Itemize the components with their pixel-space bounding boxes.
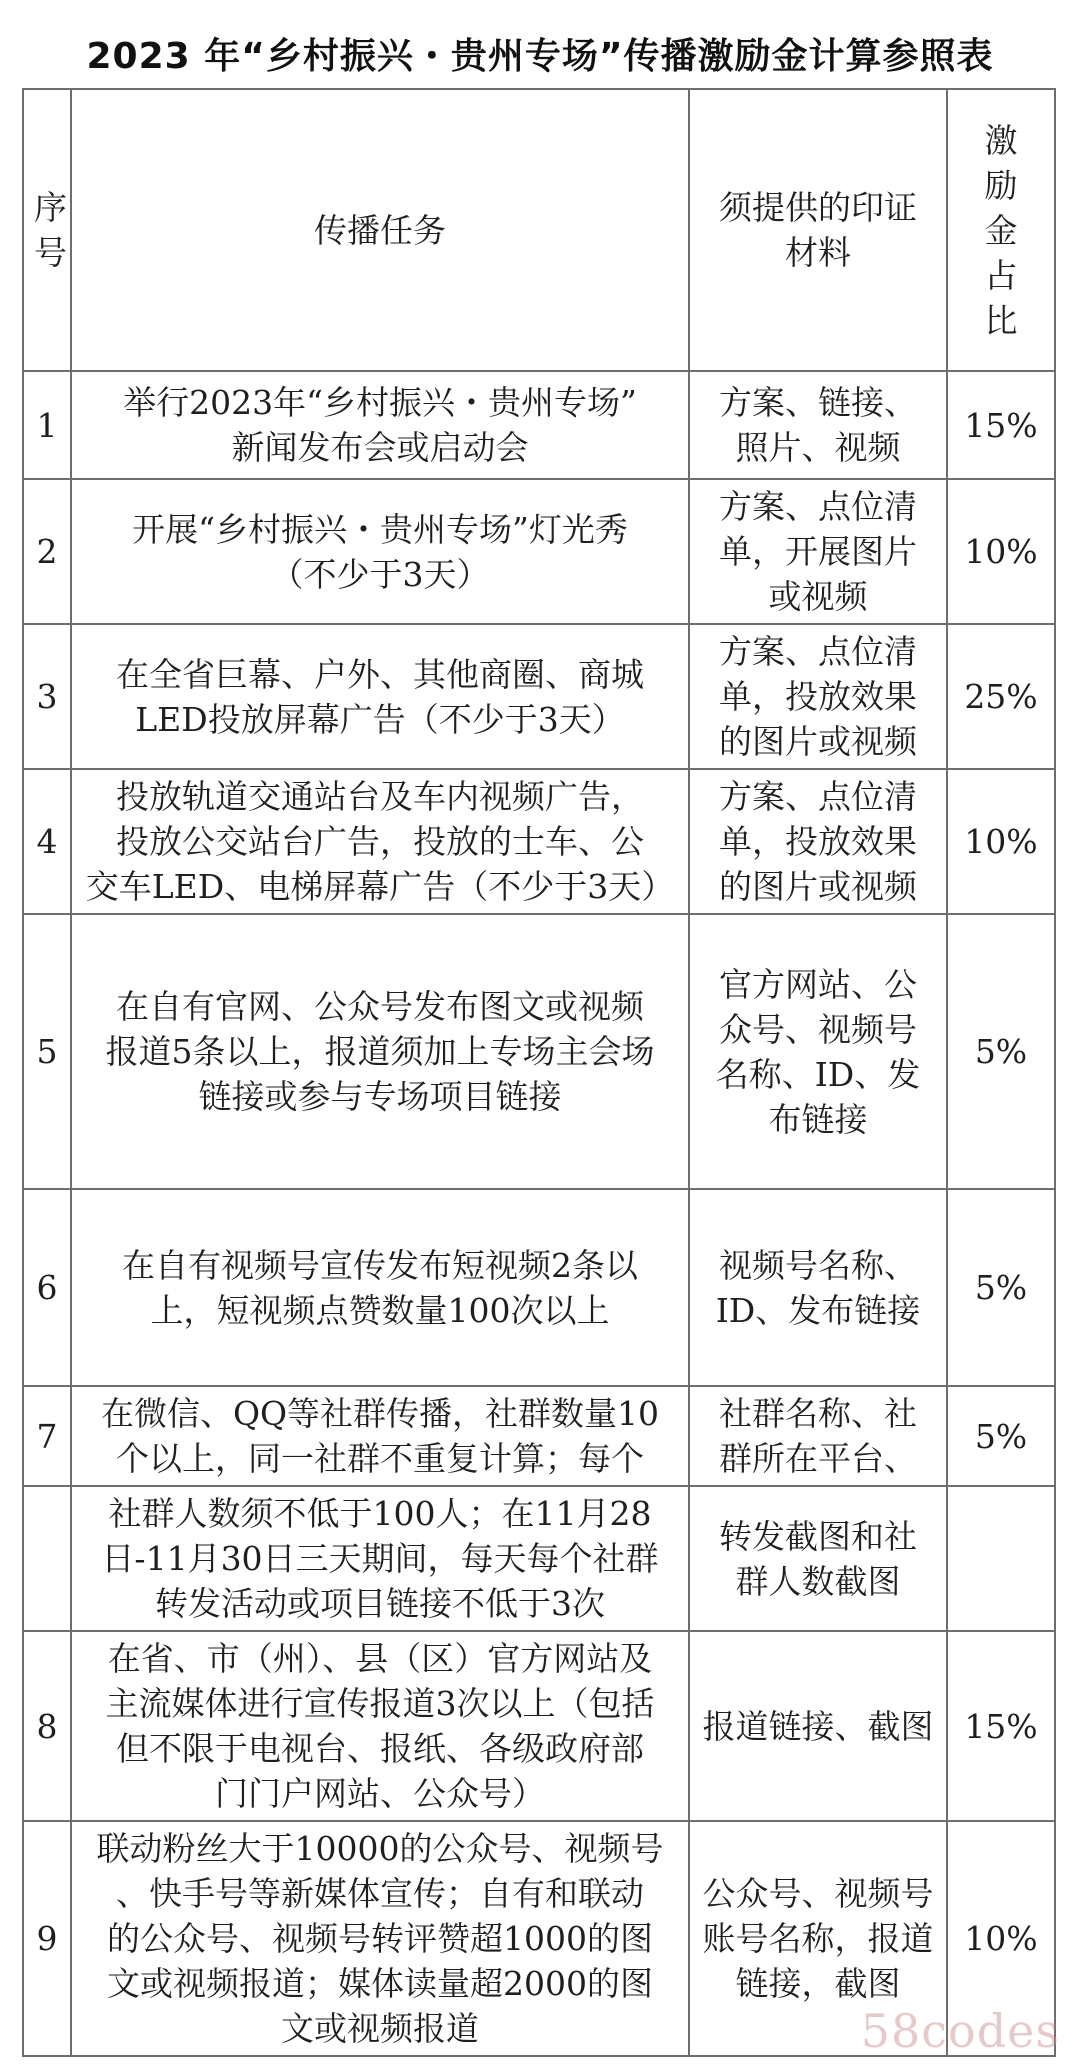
row-task xyxy=(71,479,689,624)
materials-line: 的图片或视频 xyxy=(719,722,917,761)
header-materials-line: 材料 xyxy=(785,233,851,272)
row-task xyxy=(71,1821,689,2056)
task-line: 转发活动或项目链接不低于3次 xyxy=(155,1584,605,1623)
task-line: 新闻发布会或启动会 xyxy=(231,428,529,467)
row-materials xyxy=(689,1631,947,1821)
row-number xyxy=(23,1486,71,1631)
row-task xyxy=(71,624,689,769)
header-ratio-char: 占 xyxy=(984,255,1018,295)
materials-line: ID、发布链接 xyxy=(715,1290,921,1330)
row-materials xyxy=(689,371,947,479)
row-number: 9 xyxy=(23,1821,71,2056)
materials-line: 的图片或视频 xyxy=(719,867,917,906)
materials-line: 照片、视频 xyxy=(735,428,901,467)
table-row xyxy=(23,769,1055,914)
task-line: LED投放屏幕广告（不少于3天） xyxy=(135,699,625,739)
task-line: 文或视频报道；媒体读量超2000的图 xyxy=(107,1964,653,2003)
materials-line: 方案、点位清 xyxy=(719,632,917,671)
materials-line: 方案、链接、 xyxy=(719,383,917,422)
materials-line: 转发截图和社 xyxy=(719,1516,917,1556)
task-line: 联动粉丝大于10000的公众号、视频号 xyxy=(96,1829,664,1868)
task-line: 主流媒体进行宣传报道3次以上（包括 xyxy=(105,1684,655,1723)
materials-line: 社群名称、社 xyxy=(719,1394,917,1433)
task-line: （不少于3天） xyxy=(270,554,490,594)
materials-line: 群人数截图 xyxy=(735,1561,901,1601)
row-materials xyxy=(689,624,947,769)
materials-line: 名称、ID、发 xyxy=(715,1054,921,1094)
table-row xyxy=(23,1189,1055,1386)
header-ratio-char: 励 xyxy=(984,165,1018,205)
row-number: 1 xyxy=(23,371,71,479)
header-no xyxy=(23,89,71,371)
materials-line: 众号、视频号 xyxy=(719,1009,917,1049)
header-no-char: 序 xyxy=(34,188,67,227)
header-ratio xyxy=(947,89,1055,371)
task-line: 门门户网站、公众号） xyxy=(215,1774,545,1813)
row-ratio: 25% xyxy=(947,624,1055,769)
reference-table xyxy=(22,88,1056,2057)
task-line: 个以上，同一社群不重复计算；每个 xyxy=(116,1439,644,1478)
task-line: 开展“乡村振兴・贵州专场”灯光秀 xyxy=(132,509,628,549)
table-row-continuation xyxy=(23,1486,1055,1631)
task-line: 交车LED、电梯屏幕广告（不少于3天） xyxy=(85,867,675,906)
materials-line: 单，投放效果 xyxy=(719,822,917,861)
materials-line: 方案、点位清 xyxy=(719,487,917,526)
task-line: 投放公交站台广告，投放的士车、公 xyxy=(116,822,644,861)
task-line: 日-11月30日三天期间，每天每个社群 xyxy=(101,1539,659,1578)
row-task xyxy=(71,1386,689,1486)
materials-line: 账号名称，报道 xyxy=(702,1919,934,1958)
row-ratio: 10% xyxy=(947,479,1055,624)
table-row xyxy=(23,624,1055,769)
materials-line: 链接，截图 xyxy=(735,1964,901,2003)
materials-line: 视频号名称、 xyxy=(719,1245,917,1285)
row-number: 5 xyxy=(23,914,71,1189)
materials-line: 方案、点位清 xyxy=(719,777,917,816)
task-line: 报道5条以上，报道须加上专场主会场 xyxy=(105,1032,655,1071)
materials-line: 或视频 xyxy=(768,577,868,616)
row-ratio: 5% xyxy=(947,1189,1055,1386)
row-materials xyxy=(689,1189,947,1386)
table-row xyxy=(23,479,1055,624)
header-task: 传播任务 xyxy=(71,89,689,371)
row-materials xyxy=(689,769,947,914)
task-line: 举行2023年“乡村振兴・贵州专场” xyxy=(123,383,637,422)
header-no-char: 号 xyxy=(34,233,67,272)
row-number: 7 xyxy=(23,1386,71,1486)
row-ratio xyxy=(947,1486,1055,1631)
table-row xyxy=(23,914,1055,1189)
row-ratio: 5% xyxy=(947,1386,1055,1486)
task-line: 文或视频报道 xyxy=(281,2009,479,2048)
task-line: 、快手号等新媒体宣传；自有和联动 xyxy=(116,1874,644,1913)
row-materials xyxy=(689,479,947,624)
row-number: 3 xyxy=(23,624,71,769)
row-ratio: 15% xyxy=(947,1631,1055,1821)
header-ratio-char: 金 xyxy=(984,210,1018,250)
table-row xyxy=(23,371,1055,479)
row-materials xyxy=(689,1486,947,1631)
row-task xyxy=(71,769,689,914)
row-number: 4 xyxy=(23,769,71,914)
header-row xyxy=(23,89,1055,371)
task-line: 在微信、QQ等社群传播，社群数量10 xyxy=(100,1394,660,1433)
row-materials xyxy=(689,914,947,1189)
row-ratio: 5% xyxy=(947,914,1055,1189)
watermark: 58codes xyxy=(860,2004,1060,2058)
task-line: 链接或参与专场项目链接 xyxy=(198,1077,562,1116)
task-line: 在省、市（州）、县（区）官方网站及 xyxy=(107,1639,653,1678)
row-task xyxy=(71,371,689,479)
task-line: 在自有官网、公众号发布图文或视频 xyxy=(116,987,644,1026)
header-materials xyxy=(689,89,947,371)
materials-line: 群所在平台、 xyxy=(719,1439,917,1478)
header-ratio-char: 激 xyxy=(984,120,1018,160)
row-number: 2 xyxy=(23,479,71,624)
task-line: 上，短视频点赞数量100次以上 xyxy=(150,1290,610,1330)
materials-line: 官方网站、公 xyxy=(719,964,917,1004)
task-line: 的公众号、视频号转评赞超1000的图 xyxy=(107,1919,653,1958)
row-task xyxy=(71,1486,689,1631)
task-line: 社群人数须不低于100人；在11月28 xyxy=(108,1494,652,1533)
row-materials xyxy=(689,1386,947,1486)
task-line: 但不限于电视台、报纸、各级政府部 xyxy=(116,1729,644,1768)
materials-line: 单，开展图片 xyxy=(719,532,917,571)
materials-line: 单，投放效果 xyxy=(719,677,917,716)
materials-line: 报道链接、截图 xyxy=(702,1706,934,1746)
row-ratio: 15% xyxy=(947,371,1055,479)
table-row xyxy=(23,1386,1055,1486)
header-ratio-char: 比 xyxy=(984,300,1018,340)
page-title: 2023 年“乡村振兴・贵州专场”传播激励金计算参照表 xyxy=(86,36,994,77)
row-number: 6 xyxy=(23,1189,71,1386)
materials-line: 布链接 xyxy=(768,1099,868,1139)
row-ratio: 10% xyxy=(947,1821,1055,2056)
task-line: 在全省巨幕、户外、其他商圈、商城 xyxy=(116,654,644,694)
row-task xyxy=(71,914,689,1189)
row-ratio: 10% xyxy=(947,769,1055,914)
row-number: 8 xyxy=(23,1631,71,1821)
task-line: 在自有视频号宣传发布短视频2条以 xyxy=(122,1245,638,1285)
row-task xyxy=(71,1189,689,1386)
materials-line: 公众号、视频号 xyxy=(702,1874,934,1913)
task-line: 投放轨道交通站台及车内视频广告， xyxy=(116,777,644,816)
table-row xyxy=(23,1631,1055,1821)
header-materials-line: 须提供的印证 xyxy=(719,188,917,227)
row-task xyxy=(71,1631,689,1821)
